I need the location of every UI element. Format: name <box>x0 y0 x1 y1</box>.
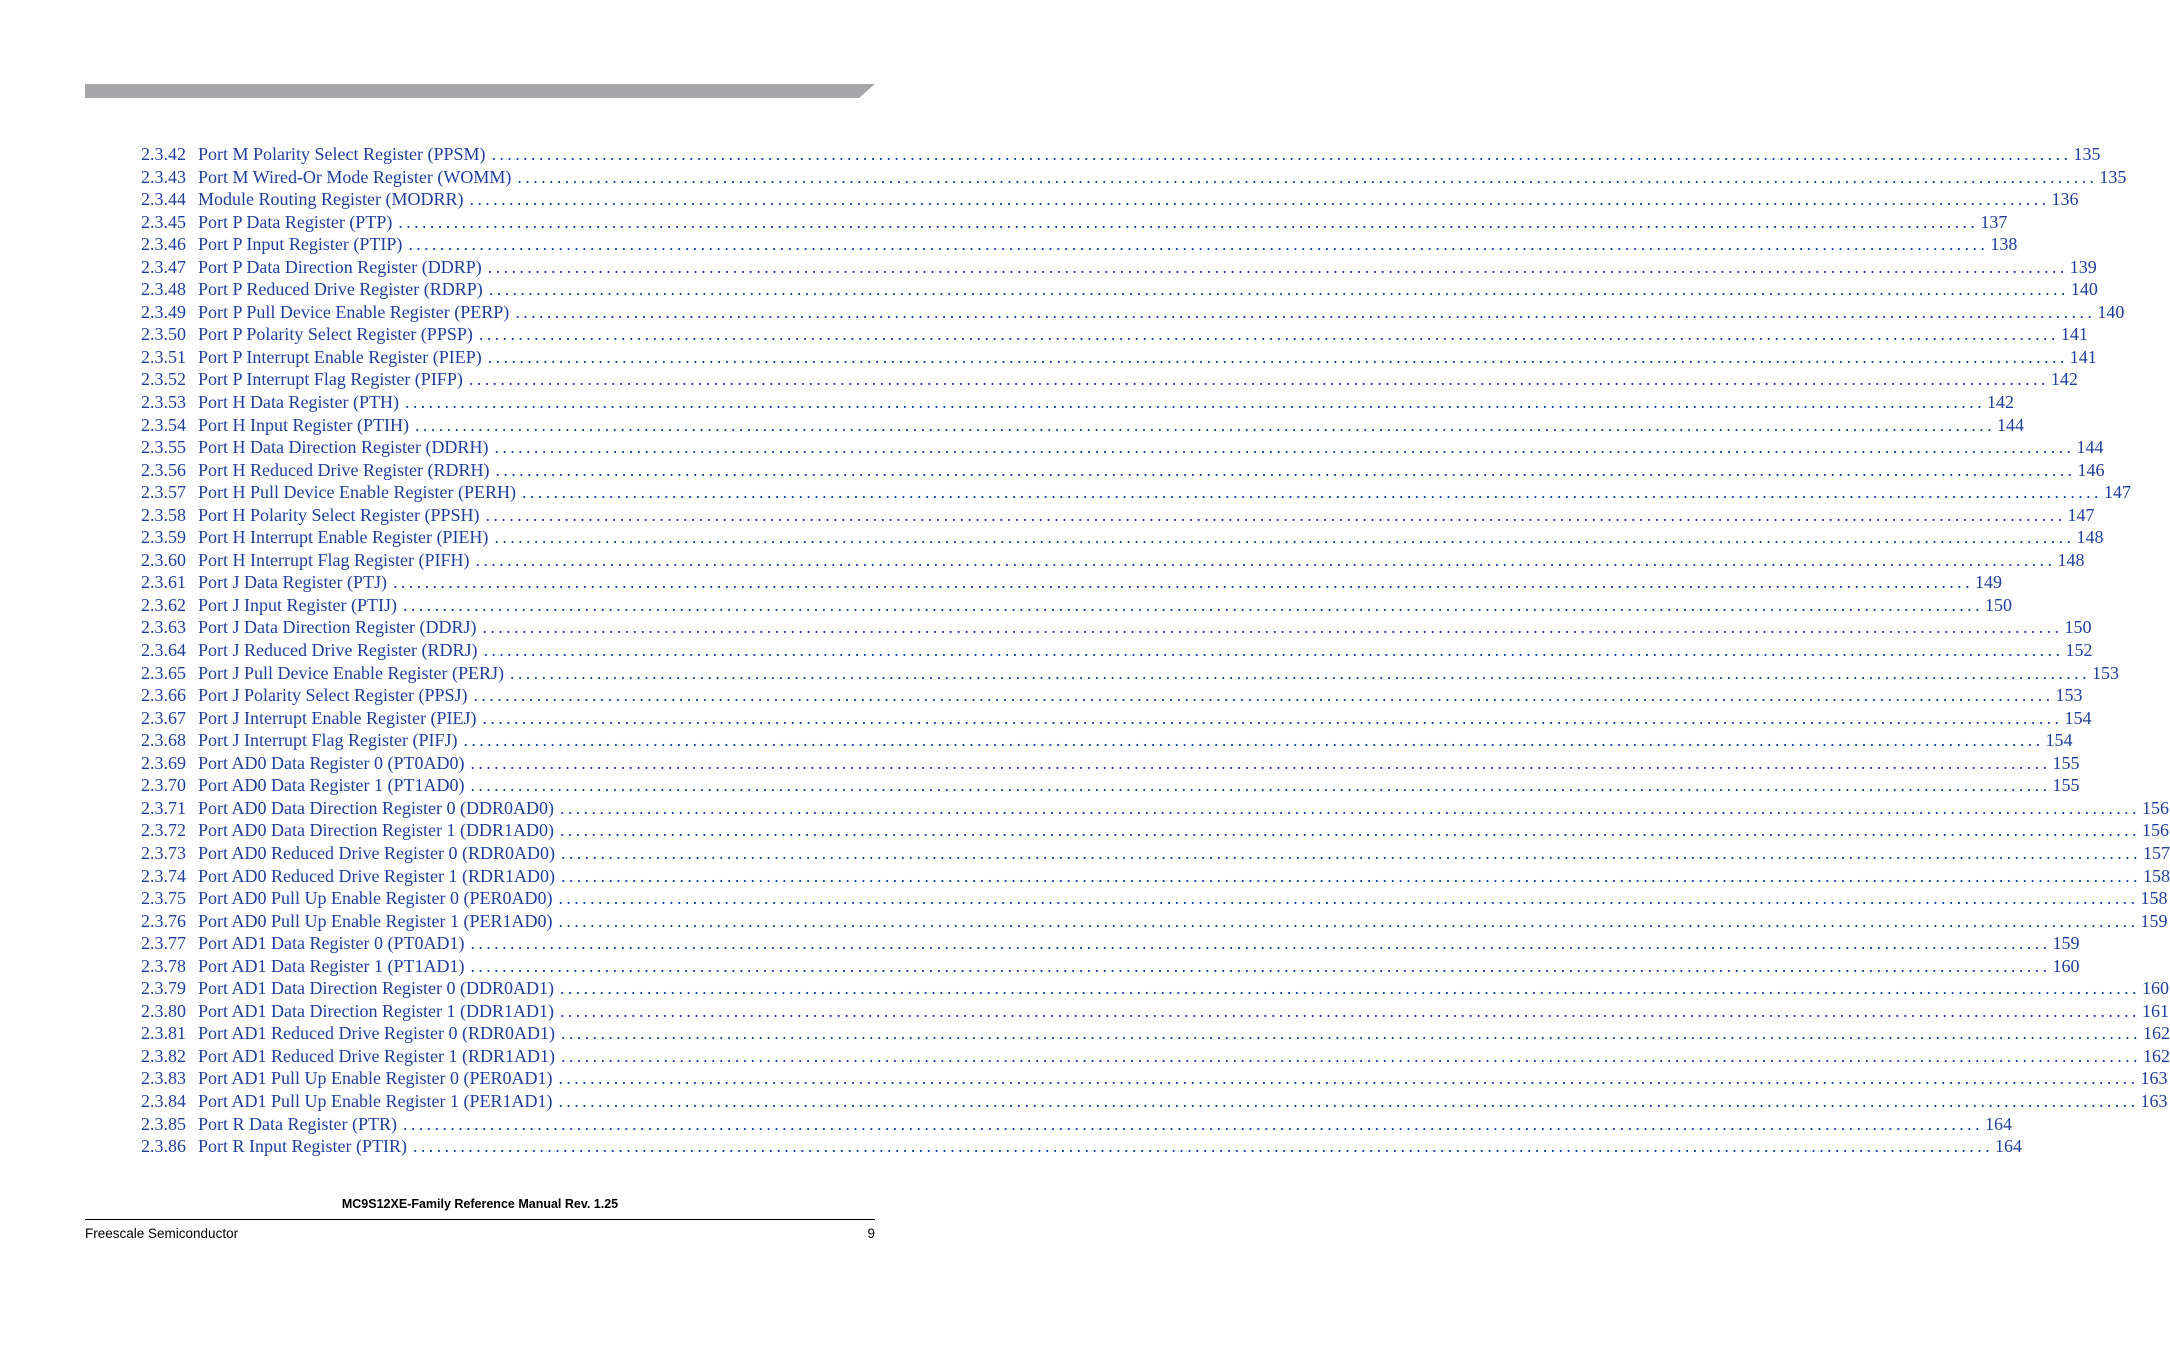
footer-manual-title: MC9S12XE-Family Reference Manual Rev. 1.25 <box>341 1197 619 1211</box>
toc-entry[interactable] <box>141 684 2083 707</box>
toc-dot-leader: ........................................................................................................................................................................................................ <box>470 933 2051 954</box>
toc-entry-number: 2.3.51 <box>141 346 186 367</box>
toc-entry-number: 2.3.59 <box>141 527 186 548</box>
toc-entry[interactable] <box>141 256 2097 279</box>
toc-entry-page: 140 <box>2070 279 2098 300</box>
toc-entry-number: 2.3.66 <box>141 685 186 706</box>
toc-entry-title: Port J Data Register (PTJ) <box>198 572 387 593</box>
toc-entry-number: 2.3.78 <box>141 955 186 976</box>
toc-entry-number: 2.3.86 <box>141 1136 186 1157</box>
toc-entry-page: 158 <box>2142 865 2170 886</box>
toc-dot-leader: ........................................................................................................................................................................................................ <box>470 752 2051 773</box>
toc-entry-title: Port AD0 Reduced Drive Register 0 (RDR0AD0) <box>198 842 555 863</box>
toc-dot-leader: ........................................................................................................................................................................................................ <box>521 482 2102 503</box>
toc-entry-page: 139 <box>2069 256 2097 277</box>
toc-entry-title: Port P Pull Device Enable Register (PERP) <box>198 301 510 322</box>
toc-dot-leader: ........................................................................................................................................................................................................ <box>559 1000 2140 1021</box>
toc-entry-title: Port AD0 Data Register 1 (PT1AD0) <box>198 775 465 796</box>
toc-entry-number: 2.3.54 <box>141 414 186 435</box>
toc-entry[interactable] <box>141 842 2170 865</box>
toc-entry-page: 152 <box>2065 640 2093 661</box>
toc-entry-title: Port AD1 Data Direction Register 1 (DDR1AD1) <box>198 1000 554 1021</box>
toc-entry[interactable] <box>141 865 2170 888</box>
toc-entry[interactable] <box>141 774 2080 797</box>
toc-dot-leader: ........................................................................................................................................................................................................ <box>482 617 2063 638</box>
toc-entry-number: 2.3.83 <box>141 1068 186 1089</box>
toc-entry-page: 153 <box>2055 685 2083 706</box>
toc-entry-page: 160 <box>2052 955 2080 976</box>
toc-entry-number: 2.3.48 <box>141 279 186 300</box>
toc-entry-page: 138 <box>1990 234 2018 255</box>
toc-entry-title: Port AD0 Data Direction Register 0 (DDR0AD0) <box>198 797 554 818</box>
toc-entry[interactable] <box>141 819 2169 842</box>
toc-entry[interactable] <box>141 323 2088 346</box>
toc-entry-number: 2.3.62 <box>141 594 186 615</box>
toc-entry-number: 2.3.85 <box>141 1113 186 1134</box>
toc-entry-title: Port H Pull Device Enable Register (PERH) <box>198 482 516 503</box>
toc-dot-leader: ........................................................................................................................................................................................................ <box>488 279 2069 300</box>
toc-entry-title: Module Routing Register (MODRR) <box>198 189 464 210</box>
toc-entry-number: 2.3.44 <box>141 189 186 210</box>
toc-dot-leader: ........................................................................................................................................................................................................ <box>408 234 1989 255</box>
toc-dot-leader: ........................................................................................................................................................................................................ <box>470 955 2051 976</box>
toc-dot-leader: ........................................................................................................................................................................................................ <box>404 392 1985 413</box>
toc-entry-number: 2.3.74 <box>141 865 186 886</box>
toc-dot-leader: ........................................................................................................................................................................................................ <box>559 797 2140 818</box>
toc-entry-title: Port H Reduced Drive Register (RDRH) <box>198 459 490 480</box>
toc-entry-title: Port AD1 Pull Up Enable Register 0 (PER0AD1) <box>198 1068 553 1089</box>
toc-entry-number: 2.3.53 <box>141 392 186 413</box>
toc-entry[interactable] <box>141 1067 2168 1090</box>
toc-entry-page: 161 <box>2141 1000 2169 1021</box>
toc-entry-page: 135 <box>2073 144 2101 164</box>
header-bar <box>85 84 875 98</box>
toc-dot-leader: ........................................................................................................................................................................................................ <box>559 978 2140 999</box>
toc-entry-title: Port AD0 Data Register 0 (PT0AD0) <box>198 752 465 773</box>
toc-dot-leader: ........................................................................................................................................................................................................ <box>482 707 2063 728</box>
toc-entry-title: Port R Data Register (PTR) <box>198 1113 397 1134</box>
toc-entry-page: 135 <box>2099 166 2127 187</box>
toc-entry-number: 2.3.79 <box>141 978 186 999</box>
toc-entry-number: 2.3.45 <box>141 211 186 232</box>
toc-entry-page: 136 <box>2051 189 2079 210</box>
toc-entry[interactable] <box>141 368 2078 391</box>
toc-entry[interactable] <box>141 729 2073 752</box>
toc-entry-number: 2.3.52 <box>141 369 186 390</box>
toc-entry[interactable] <box>141 414 2024 437</box>
toc-dot-leader: ........................................................................................................................................................................................................ <box>402 1113 1983 1134</box>
toc-dot-leader: ........................................................................................................................................................................................................ <box>558 1068 2139 1089</box>
toc-entry[interactable] <box>141 1022 2170 1045</box>
toc-entry[interactable] <box>141 887 2168 910</box>
toc-dot-leader: ........................................................................................................................................................................................................ <box>398 211 1979 232</box>
toc-entry-title: Port P Interrupt Enable Register (PIEP) <box>198 346 482 367</box>
toc-entry-number: 2.3.68 <box>141 730 186 751</box>
toc-entry-page: 147 <box>2067 504 2095 525</box>
toc-entry[interactable] <box>141 346 2097 369</box>
toc-dot-leader: ........................................................................................................................................................................................................ <box>413 1136 1993 1157</box>
toc-entry[interactable] <box>141 1090 2168 1113</box>
toc-entry-title: Port H Interrupt Flag Register (PIFH) <box>198 549 470 570</box>
toc-entry-number: 2.3.65 <box>141 662 186 683</box>
toc-entry-number: 2.3.47 <box>141 256 186 277</box>
toc-entry[interactable] <box>141 526 2104 549</box>
toc-entry-title: Port AD0 Pull Up Enable Register 1 (PER1AD0) <box>198 910 553 931</box>
toc-entry-page: 141 <box>2060 324 2088 345</box>
toc-entry[interactable] <box>141 436 2104 459</box>
toc-entry-page: 146 <box>2077 459 2105 480</box>
toc-entry[interactable] <box>141 571 2002 594</box>
toc-entry-number: 2.3.58 <box>141 504 186 525</box>
toc-entry-title: Port J Reduced Drive Register (RDRJ) <box>198 640 478 661</box>
toc-entry[interactable] <box>141 752 2080 775</box>
toc-dot-leader: ........................................................................................................................................................................................................ <box>478 324 2059 345</box>
toc-entry-title: Port M Polarity Select Register (PPSM) <box>198 144 486 164</box>
toc-entry-page: 147 <box>2103 482 2131 503</box>
toc-entry-number: 2.3.72 <box>141 820 186 841</box>
toc-entry-title: Port P Polarity Select Register (PPSP) <box>198 324 473 345</box>
toc-dot-leader: ........................................................................................................................................................................................................ <box>485 504 2066 525</box>
toc-entry-title: Port AD0 Reduced Drive Register 1 (RDR1AD0) <box>198 865 555 886</box>
toc-entry-page: 141 <box>2069 346 2097 367</box>
toc-entry-page: 163 <box>2140 1090 2168 1111</box>
toc-entry-number: 2.3.76 <box>141 910 186 931</box>
toc-dot-leader: ........................................................................................................................................................................................................ <box>558 888 2139 909</box>
toc-entry-page: 148 <box>2057 549 2085 570</box>
toc-dot-leader: ........................................................................................................................................................................................................ <box>487 346 2068 367</box>
toc-entry-title: Port AD1 Pull Up Enable Register 1 (PER1AD1) <box>198 1090 553 1111</box>
toc-entry-title: Port J Data Direction Register (DDRJ) <box>198 617 477 638</box>
toc-entry[interactable] <box>141 977 2169 1000</box>
toc-dot-leader: ........................................................................................................................................................................................................ <box>475 549 2056 570</box>
toc-entry-page: 149 <box>1974 572 2002 593</box>
toc-entry-number: 2.3.61 <box>141 572 186 593</box>
toc-dot-leader: ........................................................................................................................................................................................................ <box>402 594 1983 615</box>
toc-entry-number: 2.3.82 <box>141 1045 186 1066</box>
toc-entry-page: 144 <box>2076 437 2104 458</box>
toc-entry-title: Port H Interrupt Enable Register (PIEH) <box>198 527 489 548</box>
toc-entry[interactable] <box>141 662 2119 685</box>
toc-entry-page: 164 <box>1984 1113 2012 1134</box>
toc-entry-page: 156 <box>2141 820 2169 841</box>
toc-entry-number: 2.3.57 <box>141 482 186 503</box>
toc-entry[interactable] <box>141 616 2092 639</box>
toc-dot-leader: ........................................................................................................................................................................................................ <box>487 256 2068 277</box>
toc-entry[interactable] <box>141 639 2093 662</box>
toc-dot-leader: ........................................................................................................................................................................................................ <box>559 820 2140 841</box>
footer-rule <box>85 1219 875 1220</box>
toc-entry-page: 155 <box>2052 775 2080 796</box>
toc-entry-page: 142 <box>1986 392 2014 413</box>
toc-entry[interactable] <box>141 481 2131 504</box>
toc-entry-page: 154 <box>2064 707 2092 728</box>
toc-entry-page: 137 <box>1980 211 2008 232</box>
toc-entry-number: 2.3.64 <box>141 640 186 661</box>
toc-entry-number: 2.3.80 <box>141 1000 186 1021</box>
toc-entry-page: 157 <box>2142 842 2170 863</box>
toc-dot-leader: ........................................................................................................................................................................................................ <box>560 842 2141 863</box>
toc-entry[interactable] <box>141 233 2018 256</box>
toc-entry-page: 158 <box>2140 888 2168 909</box>
toc-entry-title: Port R Input Register (PTIR) <box>198 1136 407 1157</box>
toc-entry-title: Port AD1 Data Direction Register 0 (DDR0AD1) <box>198 978 554 999</box>
toc-dot-leader: ........................................................................................................................................................................................................ <box>560 1045 2141 1066</box>
toc-entry-page: 159 <box>2140 910 2168 931</box>
toc-entry-title: Port J Pull Device Enable Register (PERJ) <box>198 662 504 683</box>
toc-entry-title: Port AD0 Data Direction Register 1 (DDR1AD0) <box>198 820 554 841</box>
table-of-contents <box>141 143 2170 1158</box>
toc-entry-title: Port J Interrupt Flag Register (PIFJ) <box>198 730 458 751</box>
toc-dot-leader: ........................................................................................................................................................................................................ <box>560 865 2141 886</box>
toc-dot-leader: ........................................................................................................................................................................................................ <box>463 730 2044 751</box>
toc-entry-page: 162 <box>2142 1023 2170 1044</box>
toc-entry[interactable] <box>141 211 2008 234</box>
toc-dot-leader: ........................................................................................................................................................................................................ <box>558 910 2139 931</box>
toc-entry[interactable] <box>141 910 2168 933</box>
toc-entry-title: Port P Input Register (PTIP) <box>198 234 403 255</box>
toc-entry-number: 2.3.69 <box>141 752 186 773</box>
footer-company: Freescale Semiconductor <box>85 1226 239 1241</box>
toc-dot-leader: ........................................................................................................................................................................................................ <box>414 414 1995 435</box>
toc-entry-page: 150 <box>1984 594 2012 615</box>
toc-entry-page: 148 <box>2076 527 2104 548</box>
toc-entry-page: 142 <box>2050 369 2078 390</box>
toc-entry-title: Port J Polarity Select Register (PPSJ) <box>198 685 468 706</box>
toc-entry-page: 140 <box>2097 301 2125 322</box>
toc-entry-page: 144 <box>1996 414 2024 435</box>
toc-entry-page: 156 <box>2141 797 2169 818</box>
toc-dot-leader: ........................................................................................................................................................................................................ <box>392 572 1973 593</box>
toc-entry-number: 2.3.81 <box>141 1023 186 1044</box>
toc-entry-number: 2.3.49 <box>141 301 186 322</box>
toc-dot-leader: ........................................................................................................................................................................................................ <box>473 685 2054 706</box>
toc-entry-title: Port H Input Register (PTIH) <box>198 414 409 435</box>
toc-entry-page: 154 <box>2045 730 2073 751</box>
toc-entry[interactable] <box>141 955 2080 978</box>
toc-entry-number: 2.3.50 <box>141 324 186 345</box>
toc-dot-leader: ........................................................................................................................................................................................................ <box>495 459 2076 480</box>
toc-entry-page: 164 <box>1995 1136 2022 1157</box>
toc-entry-number: 2.3.46 <box>141 234 186 255</box>
toc-dot-leader: ........................................................................................................................................................................................................ <box>470 775 2051 796</box>
toc-entry-page: 163 <box>2140 1068 2168 1089</box>
toc-dot-leader: ........................................................................................................................................................................................................ <box>560 1023 2141 1044</box>
toc-entry-title: Port AD1 Reduced Drive Register 1 (RDR1AD1) <box>198 1045 555 1066</box>
toc-entry-page: 150 <box>2064 617 2092 638</box>
toc-entry-number: 2.3.77 <box>141 933 186 954</box>
toc-entry-title: Port AD1 Reduced Drive Register 0 (RDR0AD1) <box>198 1023 555 1044</box>
toc-entry-page: 159 <box>2052 933 2080 954</box>
toc-entry[interactable] <box>141 932 2080 955</box>
toc-dot-leader: ........................................................................................................................................................................................................ <box>517 166 2098 187</box>
toc-entry-number: 2.3.73 <box>141 842 186 863</box>
toc-entry[interactable] <box>141 143 2101 166</box>
toc-entry-number: 2.3.67 <box>141 707 186 728</box>
toc-entry-title: Port J Interrupt Enable Register (PIEJ) <box>198 707 477 728</box>
toc-entry-title: Port H Data Register (PTH) <box>198 392 399 413</box>
toc-entry[interactable] <box>141 1000 2169 1023</box>
toc-dot-leader: ........................................................................................................................................................................................................ <box>483 640 2064 661</box>
toc-entry-page: 153 <box>2091 662 2119 683</box>
toc-entry-number: 2.3.55 <box>141 437 186 458</box>
toc-dot-leader: ........................................................................................................................................................................................................ <box>469 189 2050 210</box>
toc-dot-leader: ........................................................................................................................................................................................................ <box>491 144 2072 164</box>
toc-entry[interactable] <box>141 301 2125 324</box>
toc-entry-number: 2.3.42 <box>141 144 186 164</box>
toc-entry-title: Port H Polarity Select Register (PPSH) <box>198 504 480 525</box>
toc-dot-leader: ........................................................................................................................................................................................................ <box>494 437 2075 458</box>
toc-entry[interactable] <box>141 459 2105 482</box>
toc-entry[interactable] <box>141 391 2014 414</box>
toc-entry-page: 162 <box>2142 1045 2170 1066</box>
toc-entry-title: Port M Wired-Or Mode Register (WOMM) <box>198 166 512 187</box>
footer-page-number: 9 <box>867 1226 875 1241</box>
toc-entry-title: Port P Reduced Drive Register (RDRP) <box>198 279 483 300</box>
toc-entry[interactable] <box>141 594 2012 617</box>
toc-dot-leader: ........................................................................................................................................................................................................ <box>468 369 2049 390</box>
toc-dot-leader: ........................................................................................................................................................................................................ <box>515 301 2096 322</box>
toc-entry-number: 2.3.71 <box>141 797 186 818</box>
toc-entry-title: Port AD1 Data Register 1 (PT1AD1) <box>198 955 465 976</box>
toc-entry[interactable] <box>141 1045 2170 1068</box>
toc-entry-number: 2.3.56 <box>141 459 186 480</box>
toc-entry-title: Port H Data Direction Register (DDRH) <box>198 437 489 458</box>
toc-entry[interactable] <box>141 188 2079 211</box>
toc-entry[interactable] <box>141 797 2169 820</box>
toc-dot-leader: ........................................................................................................................................................................................................ <box>509 662 2090 683</box>
toc-entry[interactable] <box>141 1113 2012 1136</box>
toc-dot-leader: ........................................................................................................................................................................................................ <box>558 1090 2139 1111</box>
toc-entry[interactable] <box>141 504 2095 527</box>
toc-entry[interactable] <box>141 166 2127 189</box>
toc-entry[interactable] <box>141 278 2098 301</box>
toc-entry-number: 2.3.60 <box>141 549 186 570</box>
toc-entry-title: Port J Input Register (PTIJ) <box>198 594 397 615</box>
toc-entry-number: 2.3.75 <box>141 888 186 909</box>
toc-entry-title: Port P Data Direction Register (DDRP) <box>198 256 482 277</box>
toc-entry-number: 2.3.84 <box>141 1090 186 1111</box>
toc-entry-page: 160 <box>2141 978 2169 999</box>
toc-entry-number: 2.3.70 <box>141 775 186 796</box>
toc-entry[interactable] <box>141 549 2085 572</box>
toc-dot-leader: ........................................................................................................................................................................................................ <box>494 527 2075 548</box>
toc-entry-title: Port P Data Register (PTP) <box>198 211 393 232</box>
toc-entry-title: Port AD0 Pull Up Enable Register 0 (PER0AD0) <box>198 888 553 909</box>
toc-entry-page: 155 <box>2052 752 2080 773</box>
toc-entry[interactable] <box>141 1135 2022 1158</box>
toc-entry-number: 2.3.43 <box>141 166 186 187</box>
toc-entry-title: Port P Interrupt Flag Register (PIFP) <box>198 369 463 390</box>
toc-entry-number: 2.3.63 <box>141 617 186 638</box>
toc-entry[interactable] <box>141 707 2092 730</box>
toc-entry-title: Port AD1 Data Register 0 (PT0AD1) <box>198 933 465 954</box>
